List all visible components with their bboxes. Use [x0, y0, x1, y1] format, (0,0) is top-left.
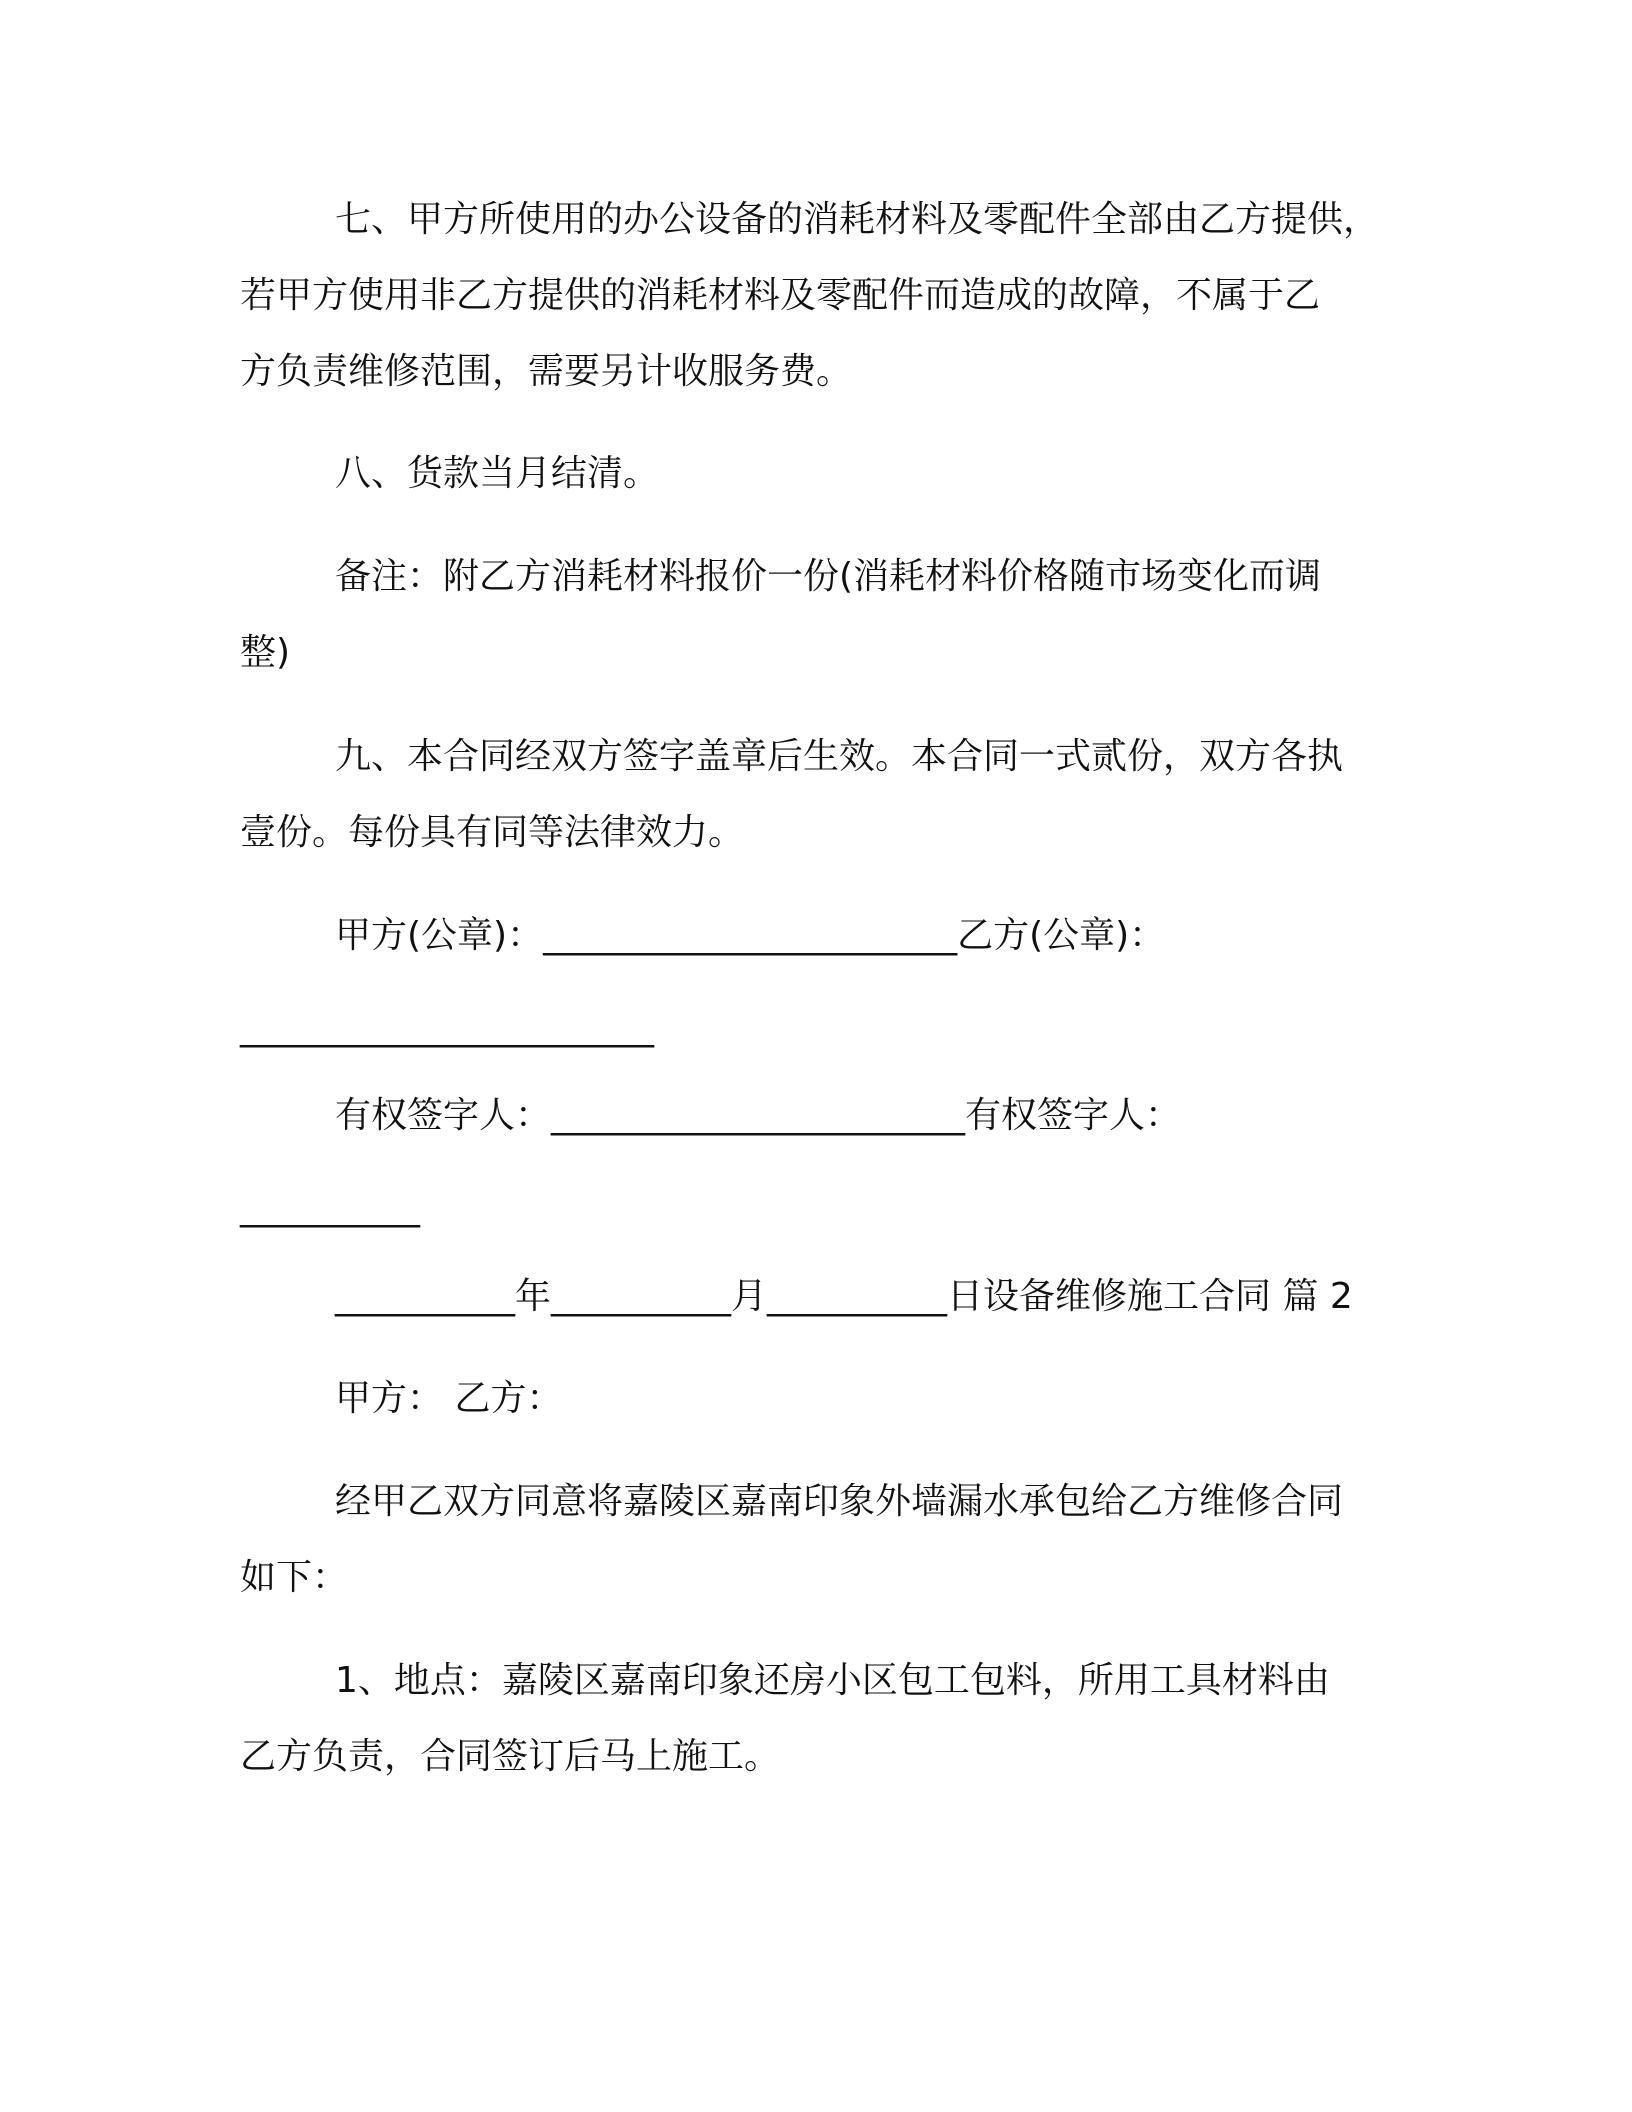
remark-line-2: 整)	[240, 632, 291, 673]
party-a-seal-line: 甲方(公章)：_______________________乙方(公章)：	[335, 915, 1166, 956]
clause-7-line-2: 若甲方使用非乙方提供的消耗材料及零配件而造成的故障，不属于乙	[240, 275, 1321, 316]
intro-line-1: 经甲乙双方同意将嘉陵区嘉南印象外墙漏水承包给乙方维修合同	[335, 1481, 1344, 1522]
remark-line-1: 备注：附乙方消耗材料报价一份(消耗材料价格随市场变化而调	[335, 556, 1322, 597]
date-and-title-line: __________年__________月__________日设备维修施工合同 篇 2	[335, 1276, 1353, 1317]
clause-8: 八、货款当月结清。	[335, 453, 660, 494]
clause-9-line-1: 九、本合同经双方签字盖章后生效。本合同一式贰份，双方各执	[335, 736, 1344, 777]
intro-line-2: 如下：	[240, 1557, 349, 1598]
item-1-line-1: 1、地点：嘉陵区嘉南印象还房小区包工包料，所用工具材料由	[335, 1660, 1330, 1701]
clause-7-line-1: 七、甲方所使用的办公设备的消耗材料及零配件全部由乙方提供，	[335, 199, 1380, 240]
signatory-line: 有权签字人：_______________________有权签字人：	[335, 1095, 1182, 1136]
signatory-blank: __________	[240, 1187, 420, 1228]
party-b-seal-blank: _______________________	[240, 1007, 654, 1048]
clause-7-line-3: 方负责维修范围，需要另计收服务费。	[240, 351, 853, 392]
item-1-line-2: 乙方负责，合同签订后马上施工。	[240, 1736, 781, 1777]
clause-9-line-2: 壹份。每份具有同等法律效力。	[240, 812, 745, 853]
parties-line: 甲方： 乙方：	[335, 1378, 563, 1419]
